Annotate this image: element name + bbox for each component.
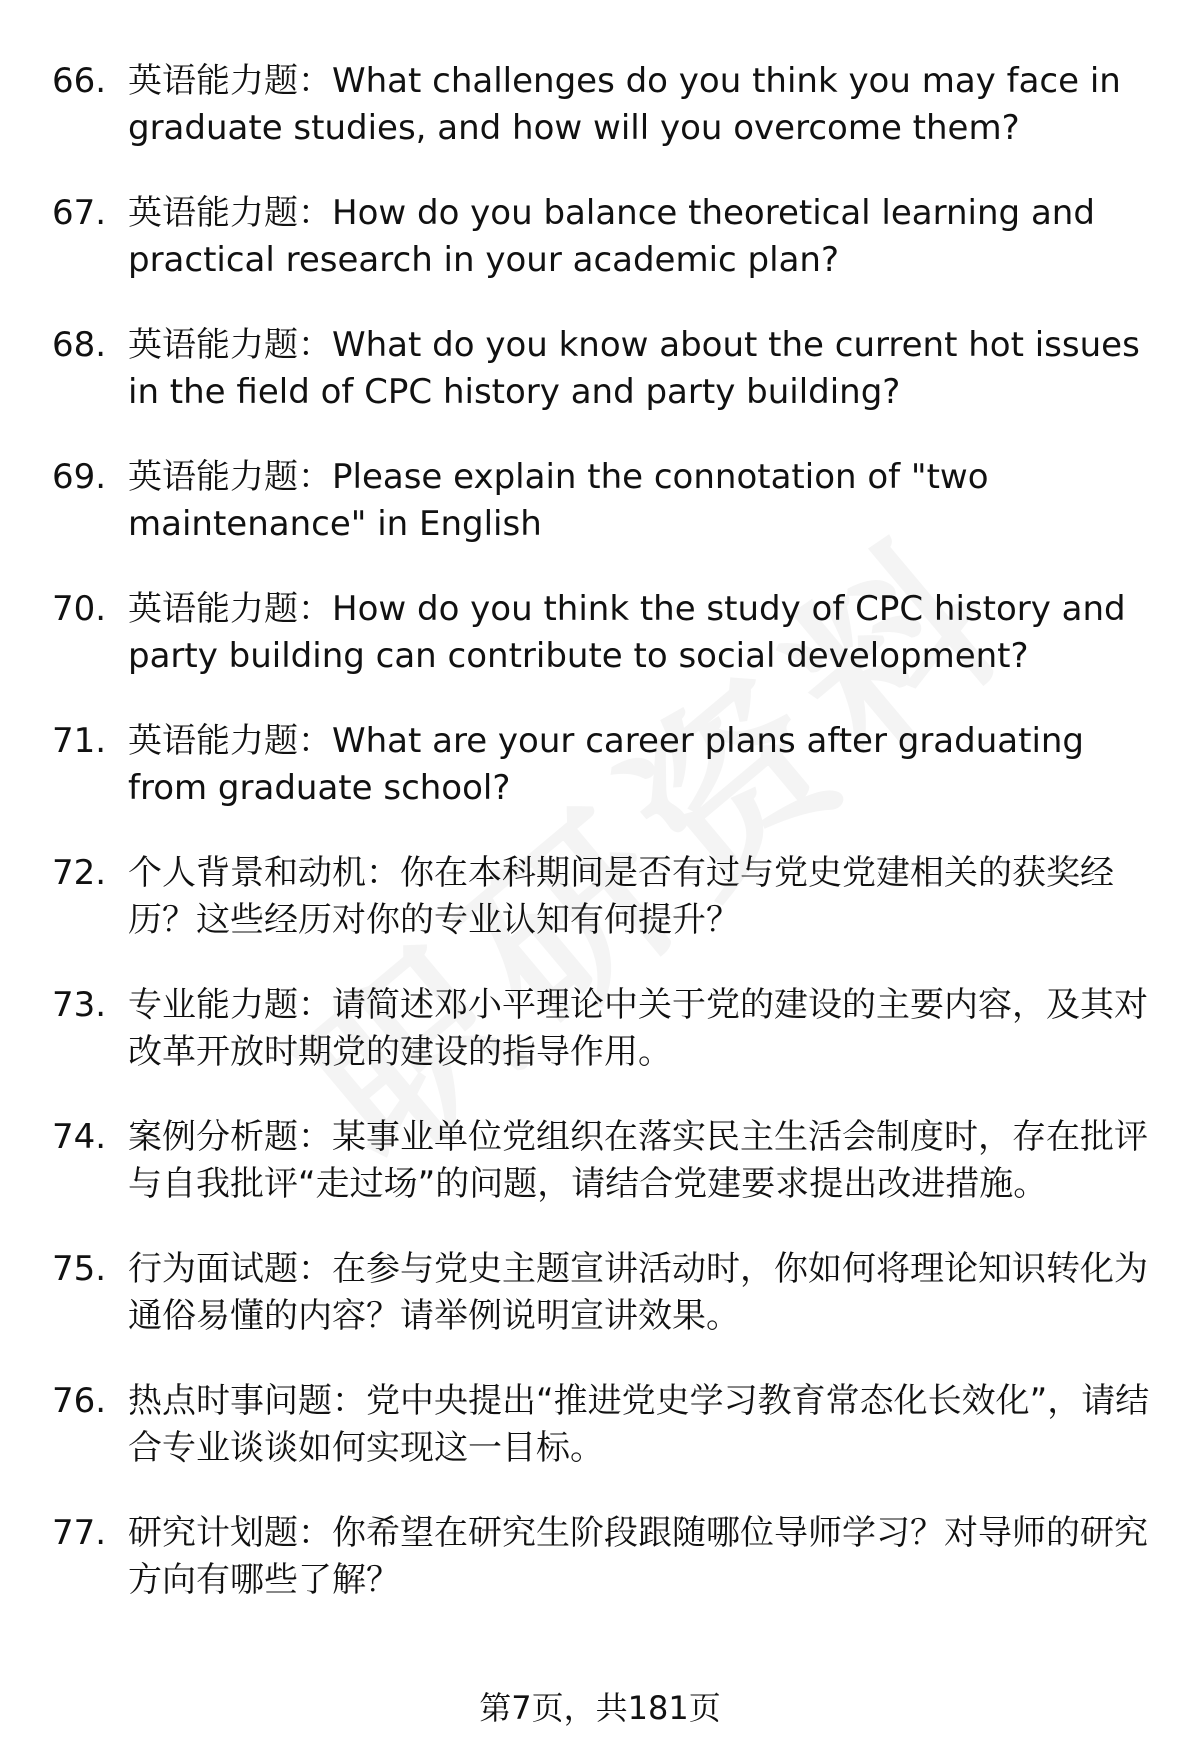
question-number: 77. xyxy=(52,1513,107,1553)
question-number: 72. xyxy=(52,853,107,893)
question-item xyxy=(0,718,1200,812)
question-text: 研究计划题：你希望在研究生阶段跟随哪位导师学习？对导师的研究方向有哪些了解？ xyxy=(128,1513,1148,1600)
question-number: 67. xyxy=(52,193,107,233)
question-text: 案例分析题：某事业单位党组织在落实民主生活会制度时，存在批评与自我批评“走过场”的问题，请结合党建要求提出改进措施。 xyxy=(128,1117,1148,1204)
question-item xyxy=(0,454,1200,548)
question-text: 热点时事问题：党中央提出“推进党史学习教育常态化长效化”，请结合专业谈谈如何实现这一目标。 xyxy=(128,1381,1150,1468)
question-number: 69. xyxy=(52,457,107,497)
question-number: 68. xyxy=(52,325,107,365)
question-item xyxy=(0,1246,1200,1340)
question-item xyxy=(0,58,1200,152)
question-item xyxy=(0,586,1200,680)
question-item xyxy=(0,190,1200,284)
question-text: 专业能力题：请简述邓小平理论中关于党的建设的主要内容，及其对改革开放时期党的建设的指导作用。 xyxy=(128,985,1148,1072)
question-number: 76. xyxy=(52,1381,107,1421)
question-text: 英语能力题：Please explain the connotation of "two maintenance" in English xyxy=(128,457,989,544)
question-number: 71. xyxy=(52,721,107,761)
question-number: 73. xyxy=(52,985,107,1025)
question-item xyxy=(0,1510,1200,1604)
question-item xyxy=(0,1114,1200,1208)
question-number: 70. xyxy=(52,589,107,629)
question-text: 个人背景和动机：你在本科期间是否有过与党史党建相关的获奖经历？这些经历对你的专业认知有何提升？ xyxy=(128,853,1114,940)
question-item xyxy=(0,982,1200,1076)
question-text: 英语能力题：What challenges do you think you may face in graduate studies, and how will you overcome them? xyxy=(128,61,1121,148)
question-item xyxy=(0,850,1200,944)
page-footer: 第7页，共181页 xyxy=(479,1689,721,1727)
question-item xyxy=(0,322,1200,416)
question-item xyxy=(0,1378,1200,1472)
question-text: 英语能力题：How do you think the study of CPC history and party building can contribute to social development? xyxy=(128,589,1126,676)
question-number: 75. xyxy=(52,1249,107,1289)
question-text: 英语能力题：How do you balance theoretical learning and practical research in your academic plan? xyxy=(128,193,1095,280)
question-text: 英语能力题：What are your career plans after graduating from graduate school? xyxy=(128,721,1085,808)
question-list xyxy=(0,58,1200,1642)
question-text: 英语能力题：What do you know about the current hot issues in the field of CPC history and party building? xyxy=(128,325,1140,412)
question-number: 66. xyxy=(52,61,107,101)
question-text: 行为面试题：在参与党史主题宣讲活动时，你如何将理论知识转化为通俗易懂的内容？请举例说明宣讲效果。 xyxy=(128,1249,1148,1336)
question-number: 74. xyxy=(52,1117,107,1157)
